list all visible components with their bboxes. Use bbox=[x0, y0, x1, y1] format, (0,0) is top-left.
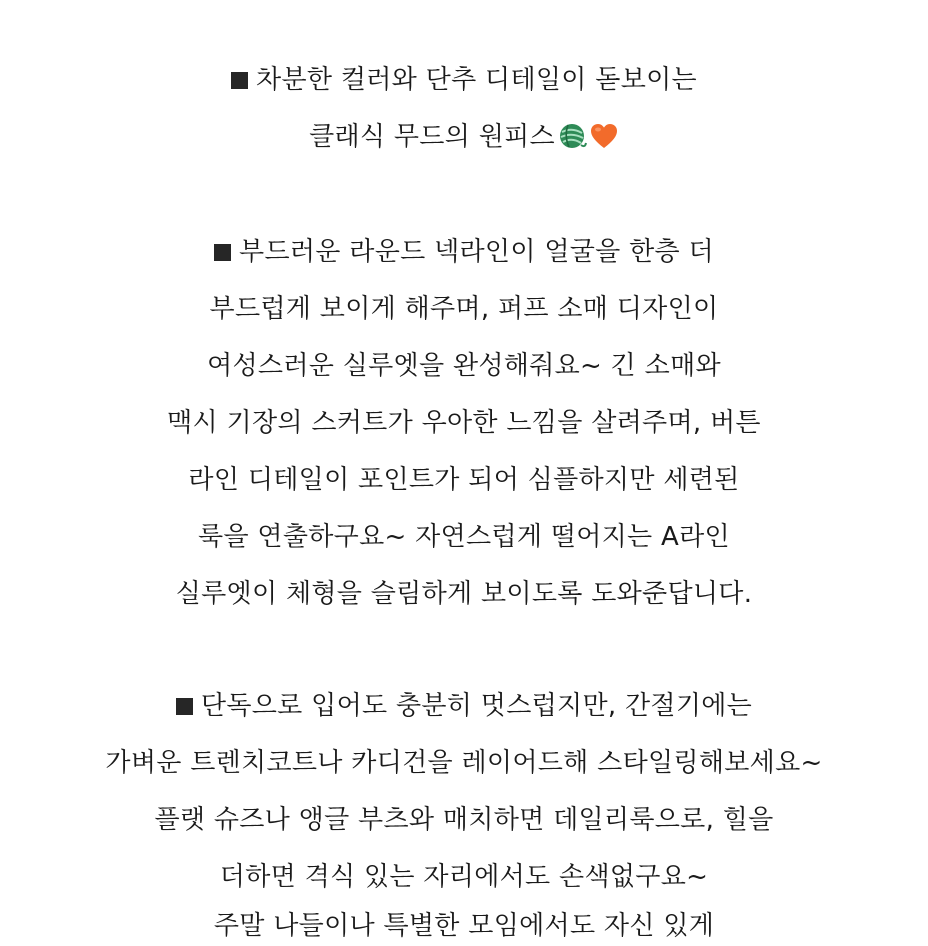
section-2-line-2: 부드럽게 보이게 해주며, 퍼프 소매 디자인이 bbox=[209, 294, 719, 324]
section-3-line-2: 가벼운 트렌치코트나 카디건을 레이어드해 스타일링해보세요~ bbox=[105, 748, 823, 778]
section-3-line-4: 더하면 격식 있는 자리에서도 손색없구요~ bbox=[219, 862, 709, 892]
orange-heart-icon bbox=[589, 121, 619, 163]
section-2-line-3: 여성스러운 실루엣을 완성해줘요~ 긴 소매와 bbox=[207, 351, 721, 381]
section-2-line-7: 실루엣이 체형을 슬림하게 보이도록 도와준답니다. bbox=[175, 579, 753, 609]
section-3-line-5: 주말 나들이나 특별한 모임에서도 자신 있게 bbox=[213, 911, 715, 941]
section-3-line-3: 플랫 슈즈나 앵글 부츠와 매치하면 데일리룩으로, 힐을 bbox=[154, 805, 774, 835]
section-1-line-1: 차분한 컬러와 단추 디테일이 돋보이는 bbox=[0, 60, 928, 100]
square-bullet-icon bbox=[214, 244, 231, 261]
section-2-line-6: 룩을 연출하구요~ 자연스럽게 떨어지는 A라인 bbox=[198, 522, 730, 552]
section-2-line-5: 라인 디테일이 포인트가 되어 심플하지만 세련된 bbox=[188, 465, 740, 495]
section-2-line-1: 부드러운 라운드 넥라인이 얼굴을 한층 더 bbox=[0, 232, 928, 272]
square-bullet-icon bbox=[231, 72, 248, 89]
yarn-ball-icon bbox=[557, 121, 587, 163]
section-3-line-1: 단독으로 입어도 충분히 멋스럽지만, 간절기에는 bbox=[0, 686, 928, 726]
section-1-line-2: 클래식 무드의 원피스 bbox=[0, 117, 928, 163]
square-bullet-icon bbox=[176, 698, 193, 715]
section-2-line-4: 맥시 기장의 스커트가 우아한 느낌을 살려주며, 버튼 bbox=[167, 408, 761, 438]
